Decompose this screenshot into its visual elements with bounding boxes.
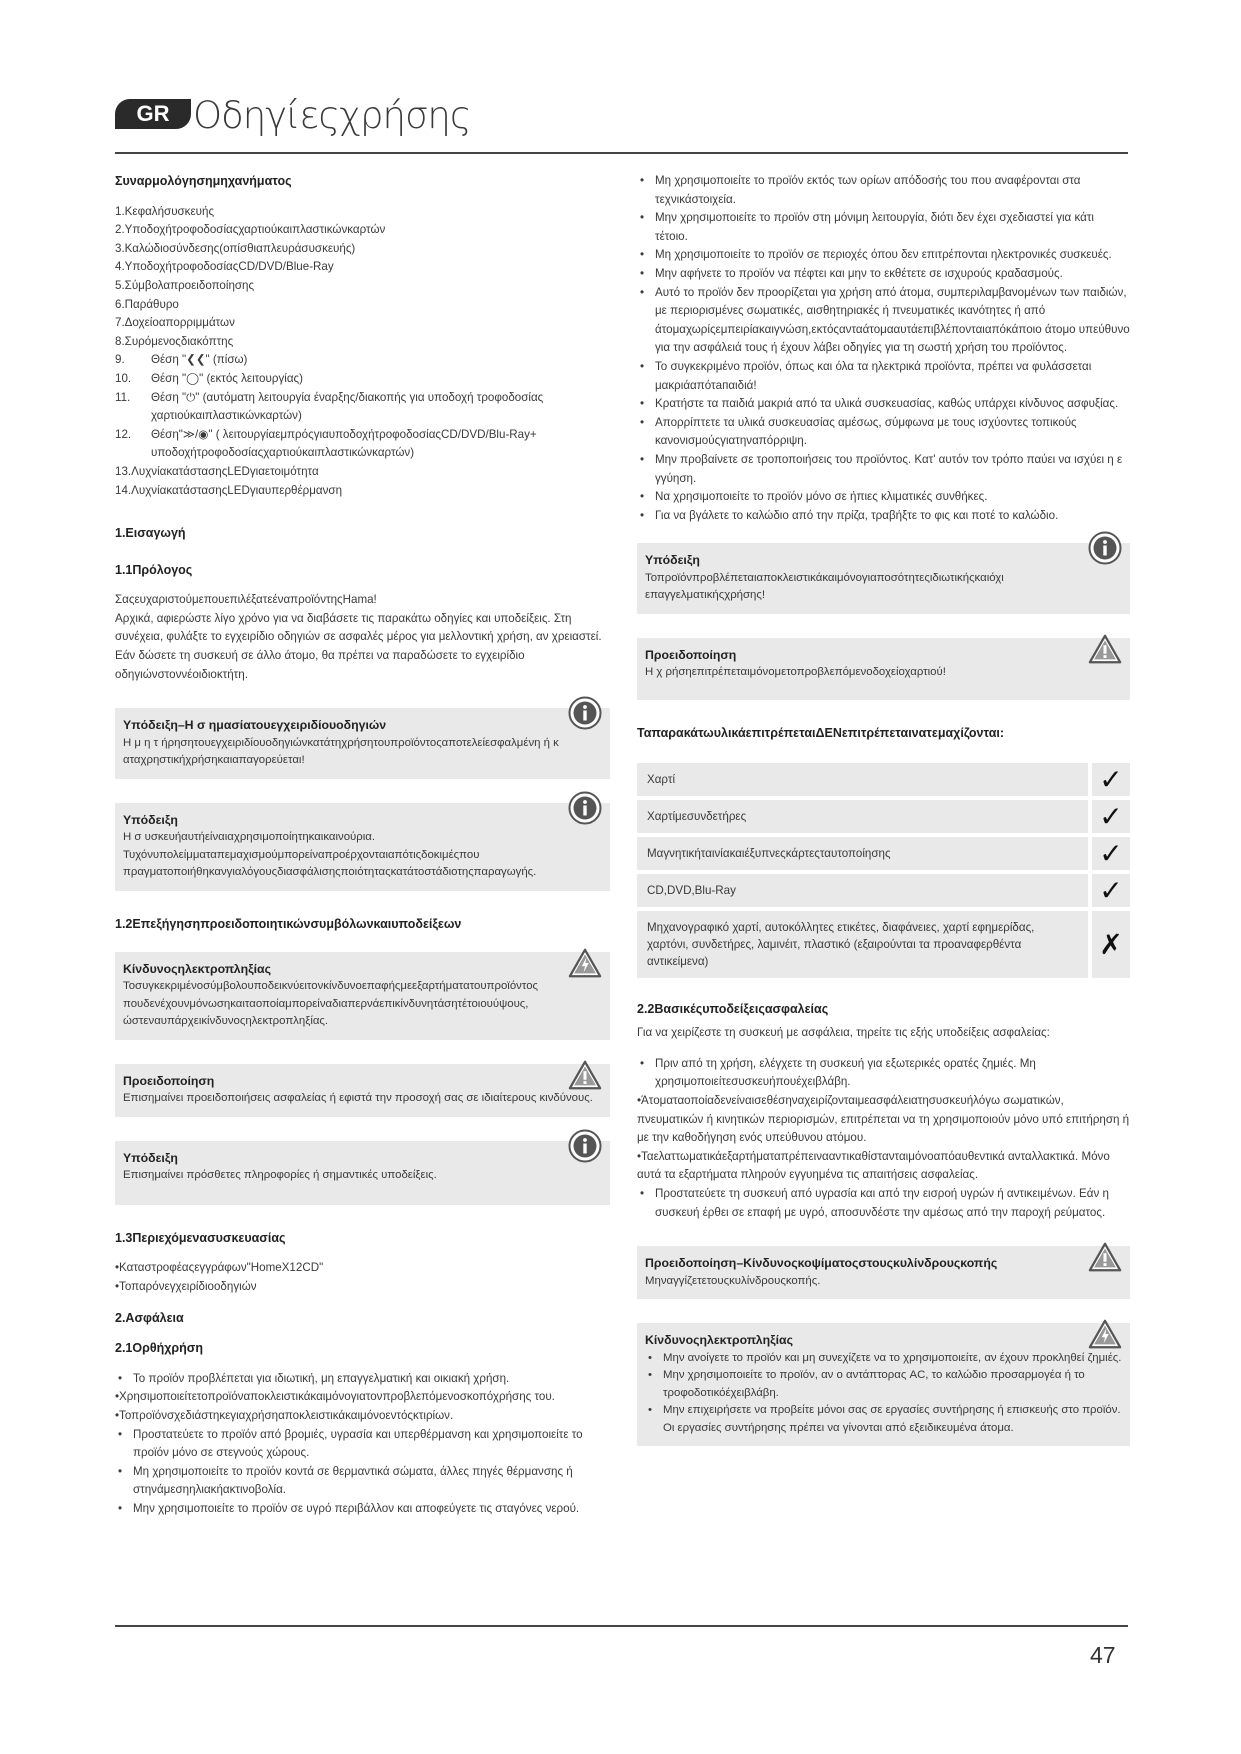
materials-table <box>637 759 1130 982</box>
danger-item: • Μην επιχειρήσετε να προβείτε μόνοι σας σε εργασίες συντήρησης ή επισκευής στο προϊόν. Οι εργασίες συντήρησης πρέπει να γίνονται από εξειδικευμένα άτομα. <box>645 1402 1122 1437</box>
warning-title: Προειδοποίηση–Κίνδυνοςκοψίματοςστουςκυλίνδρουςκοπής <box>645 1256 998 1271</box>
warning-body: Μηναγγίζετετουςκυλίνδρουςκοπής. <box>645 1274 821 1287</box>
parts-list <box>115 203 610 501</box>
part-label: Θέση "❮❮" (πίσω) <box>151 353 248 367</box>
danger-title: Κίνδυνοςηλεκτροπληξίας <box>123 961 271 976</box>
part-number: 12. <box>115 427 132 441</box>
bullet-glyph: • <box>640 1056 645 1070</box>
use-item: • Μην προβαίνετε σε τροποποιήσεις του προϊόντος. Κατ' αυτόν τον τρόπο παύει να ισχύει η ε γγύηση. <box>637 451 1130 488</box>
material-label: Μαγνητικήταινίακαιέξυπνεςκάρτεςταυτοποίησης <box>637 837 1088 870</box>
part-label: 4.ΥποδοχήτροφοδοσίαςCD/DVD/Blue-Ray <box>115 260 334 274</box>
note-body: Επισημαίνει πρόσθετες πληροφορίες ή σημαντικές υποδείξεις. <box>123 1169 437 1182</box>
use-item: • Για να βγάλετε το καλώδιο από την πρίζα, τραβήξτε το φις και ποτέ το καλώδιο. <box>637 507 1130 526</box>
part-label: Θέση "◯" (εκτός λειτουργίας) <box>151 371 303 385</box>
material-row <box>637 763 1130 796</box>
note-title: Υπόδειξη–Η σ ημασίατουεγχειριδίουοδηγιών <box>123 718 387 733</box>
left-column <box>115 172 610 1519</box>
bullet-glyph: • <box>640 1186 645 1200</box>
note-new-device <box>115 803 610 891</box>
safety-heading: 2.Ασφάλεια <box>115 1310 184 1325</box>
part-label: 1.Κεφαλήσυσκευής <box>115 204 215 218</box>
use-item: • Να χρησιμοποιείτε το προϊόν μόνο σε ήπιες κλιματικές συνθήκες. <box>637 488 1130 507</box>
info-icon <box>568 696 602 730</box>
intro-heading: 1.Εισαγωγή <box>115 526 186 541</box>
note-body: Τοπροϊόνπροβλέπεταιαποκλειστικάκαιμόνογιαποσότητεςιδιωτικήςκαιόχι επαγγελματικήςχρήσης! <box>645 571 1004 602</box>
part-label: 5.Σύμβολαπροειδοποίησης <box>115 278 255 292</box>
package-item: •Καταστροφέαςεγγράφων"HomeX12CD" <box>115 1261 324 1275</box>
foreword-thanks: ΣαςευχαριστούμεπουεπιλέξατεέναπροϊόντηςHama! <box>115 593 377 607</box>
allowed-check-icon: ✓ <box>1088 874 1130 907</box>
use-item: • Απορρίπτετε τα υλικά συσκευασίας αμέσως, σύμφωνα με τους ισχύοντες τοπικούς κανονισμούςγιατηναπόρριψη. <box>637 414 1130 451</box>
package-list <box>115 1259 610 1296</box>
foreword-heading: 1.1Πρόλογος <box>115 562 193 577</box>
bullet-glyph: • <box>118 1501 123 1515</box>
use-item: • Μην χρησιμοποιείτε το προϊόν στη μόνιμη λειτουργία, διότι δεν έχει σχεδιαστεί για κάτι τέτοιο. <box>637 209 1130 246</box>
note-body-2: Τυχόνυπολείμματαπεμαχισμούμπορείναπροέρχονταιαπότιςδοκιμέςπου πραγματοποιήθηκανγιαλόγουςδιασφάλισηςποιότηταςκατάτοστάδιοτηςπαραγωγής. <box>123 848 537 879</box>
parts-list-item <box>115 258 610 277</box>
part-label: Θέση "⏻" (αυτόματη λειτουργία έναρξης/διακοπής για υποδοχή τροφοδοσίας χαρτιούκαιπλαστικώνκαρτών) <box>151 390 544 423</box>
material-label: CD,DVD,Blu-Ray <box>637 874 1088 907</box>
proper-use-item: • Μη χρησιμοποιείτε το προϊόν κοντά σε θερμαντικά σώματα, άλλες πηγές θέρμανσης ή στηνάμεσηηλιακήακτινοβολία. <box>118 1464 573 1497</box>
parts-list-item <box>115 296 610 315</box>
proper-use-item: •Χρησιμοποιείτετοπροϊόναποκλειστικάκαιμόνογιατονπροβλεπόμενοσκοπόχρήσης του. <box>115 1390 555 1404</box>
info-icon <box>1088 531 1122 565</box>
parts-list-item <box>115 240 610 259</box>
warning-title: Προειδοποίηση <box>645 647 737 662</box>
symbols-heading: 1.2Επεξήγησηπροειδοποιητικώνσυμβόλωνκαιυποδείξεων <box>115 916 462 931</box>
part-label: 14.ΛυχνίακατάστασηςLEDγιαυπερθέρμανση <box>115 483 343 497</box>
part-label: 13.ΛυχνίακατάστασηςLEDγιαετοιμότητα <box>115 464 319 478</box>
parts-list-item <box>115 221 610 240</box>
parts-list-item <box>115 203 610 222</box>
part-label: 3.Καλώδιοσύνδεσης(οπίσθιαπλευράσυσκευής) <box>115 241 356 255</box>
material-label: Χαρτίμεσυνδετήρες <box>637 800 1088 833</box>
allowed-check-icon: ✓ <box>1088 763 1130 796</box>
parts-list-item <box>115 482 610 501</box>
part-label: 6.Παράθυρο <box>115 297 179 311</box>
danger-item: • Μην ανοίγετε το προϊόν και μη συνεχίζετε να το χρησιμοποιείτε, αν έχουν προκληθεί ζημιές. <box>645 1350 1122 1368</box>
danger-title: Κίνδυνοςηλεκτροπληξίας <box>645 1333 793 1348</box>
header-rule <box>115 152 1128 154</box>
foreword-text: Αρχικά, αφιερώστε λίγο χρόνο για να διαβάσετε τις παρακάτω οδηγίες και υποδείξεις. Στη συνέχεια, φυλάξτε το εγχειρίδιο οδηγιών σε ασφαλές μέρος για μελλοντική χρήση, αν χρειαστεί. Εάν δώσετε τη συσκευή σε άλλο άτομο, θα πρέπει να παραδώσετε το εγχειρίδιο οδηγιώνστοννέοιδιοκτήτη. <box>115 611 602 681</box>
use-item: • Αυτό το προϊόν δεν προορίζεται για χρήση από άτομα, συμπεριλαμβανομένων των παιδιών, με περιορισμένες σωματικές, αισθητηριακές ή πνευματικές ικανότητες ή από άτομαχωρίςεμπειρίακαιγνώση,εκτόςανταάτομααυτάεπιβλέπονταιαπόκάποιο άτομο υπεύθυνο για την ασφάλειά τους ή έχουν λάβει οδηγίες για τη σωστή χρήση του προϊόντος. <box>637 284 1130 358</box>
material-row <box>637 874 1130 907</box>
use-item: • Μην αφήνετε το προϊόν να πέφτει και μην το εκθέτετε σε ισχυρούς κραδασμούς. <box>637 265 1130 284</box>
warning-triangle-icon <box>568 1058 602 1092</box>
bullet-glyph: • <box>118 1371 123 1385</box>
use-item: • Το συγκεκριμένο προϊόν, όπως και όλα τα ηλεκτρικά προϊόντα, πρέπει να φυλάσσεται μακριάαπότапαιδιά! <box>637 358 1130 395</box>
parts-list-item <box>115 426 610 463</box>
material-label: Χαρτί <box>637 763 1088 796</box>
material-row <box>637 911 1130 978</box>
danger-shock-definition <box>115 952 610 1040</box>
proper-use-item: • Μην χρησιμοποιείτε το προϊόν σε υγρό περιβάλλον και αποφεύγετε τις σταγόνες νερού. <box>115 1500 610 1519</box>
parts-list-item <box>115 333 610 352</box>
basic-safety-item: •Ταελαττωματικάεξαρτήματαπρέπειναανтικαθίστανταιμόνοαπόαυθεντικά ανταλλακτικά. Μόνο αυτά τα εξαρτήματα πληρούν εγγυημένα τις απαιτήσεις ασφαλείας. <box>637 1149 1110 1182</box>
note-title: Υπόδειξη <box>123 812 178 827</box>
proper-use-item: • Το προϊόν προβλέπεται για ιδιωτική, μη επαγγελματική και οικιακή χρήση. <box>115 1370 610 1389</box>
material-row <box>637 837 1130 870</box>
use-list <box>637 172 1130 525</box>
basic-safety-list <box>637 1055 1130 1222</box>
note-private-use <box>637 543 1130 614</box>
language-badge: GR <box>115 99 191 129</box>
note-body-1: Η σ υσκευήαυτήείναιαχρησιμοποίητηκαικαινούρια. <box>123 831 376 844</box>
danger-shock-repair <box>637 1323 1130 1446</box>
parts-list-item <box>115 314 610 333</box>
electric-shock-icon <box>1088 1317 1122 1351</box>
part-number: 9. <box>115 353 125 367</box>
warning-cutting-rollers <box>637 1246 1130 1299</box>
allowed-check-icon: ✓ <box>1088 800 1130 833</box>
info-icon <box>568 1129 602 1163</box>
part-label: 8.Συρόμενοςδιακόπτης <box>115 334 234 348</box>
footer-rule <box>115 1625 1128 1627</box>
package-item: •Τοπαρόνεγχειρίδιοοδηγιών <box>115 1280 257 1293</box>
allowed-check-icon: ✓ <box>1088 837 1130 870</box>
use-item: • Μη χρησιμοποιείτε το προϊόν σε περιοχές όπου δεν επιτρέπονται ηλεκτρονικές συσκευές. <box>637 246 1130 265</box>
part-label: Θέση"≫/◉" ( λειτουργίαεμπρόςγιαυποδοχήτροφοδοσίαςCD/DVD/Blu-Ray+ υποδοχήτροφοδοσίαςχαρτιούκαιπλαστικώνκαρτών) <box>151 427 537 460</box>
parts-list-item <box>115 370 610 389</box>
material-label: Μηχανογραφικό χαρτί, αυτοκόλλητες ετικέτες, διαφάνειες, χαρτί εφημερίδας, χαρτόνι, συνδετήρες, λαμινέιτ, πλαστικό (εξαιρούνται τα προαναφερθέντα αντικείμενα) <box>637 911 1088 978</box>
bullet-glyph: • <box>118 1427 123 1441</box>
warning-body: Επισημαίνει προειδοποιήσεις ασφαλείας ή εφιστά την προσοχή σας σε ιδιαίτερους κινδύνους. <box>123 1092 593 1105</box>
material-row <box>637 800 1130 833</box>
part-label: 7.Δοχείοαπορριμμάτων <box>115 316 235 330</box>
materials-heading: ΤαπαρακάτωυλικάεπιτρέπεταιΔΕΝεπιτρέπεταινατεμαχίζονται: <box>637 725 1005 740</box>
danger-item: • Μην χρησιμοποιείτε το προϊόν, αν ο αντάπτορας AC, το καλώδιο προσαρμογέα ή το τροφοδοτικόέχειβλάβη. <box>645 1367 1122 1402</box>
proper-use-list <box>115 1370 610 1519</box>
note-manual-importance <box>115 708 610 779</box>
package-heading: 1.3Περιεχόμενασυσκευασίας <box>115 1230 286 1245</box>
warning-triangle-icon <box>1088 1240 1122 1274</box>
warning-definition <box>115 1064 610 1117</box>
danger-list <box>645 1350 1122 1438</box>
note-title: Υπόδειξη <box>645 553 700 568</box>
warning-paper-bin <box>637 638 1130 700</box>
part-number: 10. <box>115 371 132 385</box>
note-title: Υπόδειξη <box>123 1150 178 1165</box>
basic-safety-item: • Προστατεύετε τη συσκευή από υγρασία και από την εισροή υγρών ή αντικειμένων. Εάν η συσκευή έρθει σε επαφή με υγρό, αποσυνδέστε την αμέσως από την παροχή ρεύματος. <box>640 1186 1109 1219</box>
page-title: Οδηγίεςχρήσης <box>193 94 471 137</box>
proper-use-item: • Προστατεύετε το προϊόν από βρομιές, υγρασία και υπερθέρμανση και χρησιμοποιείτε το προϊόν μόνο σε στεγνούς χώρους. <box>118 1427 583 1460</box>
parts-list-item <box>115 463 610 482</box>
parts-list-item <box>115 277 610 296</box>
parts-list-item <box>115 351 610 370</box>
part-number: 11. <box>115 390 131 404</box>
page-number: 47 <box>1090 1642 1116 1668</box>
proper-use-item: •Τοπροϊόνσχεδιάστηκεγιαχρήσηαποκλειστικάκαιμόνοεντόςκτιρίων. <box>115 1408 454 1422</box>
controls-heading: Συναρμολόγησημηχανήματος <box>115 174 292 188</box>
warning-body: Η χ ρήσηεπιτρέπεταιμόνομετοπροβλεπόμενοδοχείοχαρτιού! <box>645 666 946 679</box>
parts-list-item <box>115 389 610 426</box>
basic-safety-heading: 2.2Βασικέςυποδείξειςασφαλείας <box>637 1001 829 1016</box>
basic-safety-item: • Πριν από τη χρήση, ελέγχετε τη συσκευή για εξωτερικές ορατές ζημιές. Μη χρησιμοποιείτεσυσκευήπουέχειβλάβη. <box>640 1056 1036 1089</box>
info-icon <box>568 791 602 825</box>
note-body: Η μ η τ ήρησητουεγχειριδίουοδηγιώνκατάτηχρήσητουπροϊόντοςαποτελείεσφαλμένη ή κ αταχρηστικήχρήσηκαιαπαγορεύεται! <box>123 736 559 767</box>
bullet-glyph: • <box>118 1464 123 1478</box>
basic-safety-item: •Άτοματαοποίαδενείναισεθέσηναχειρίζονταιμεασφάλειατησυσκευήλόγω σωματικών, πνευματικών ή κινητικών περιορισμών, επιτρέπεται να τη χρησιμοποιούν μόνο υπό επιτήρηση ή με την καθοδήγηση ενός υπεύθυνου ατόμου. <box>637 1093 1130 1145</box>
right-column <box>637 172 1130 1446</box>
note-definition <box>115 1141 610 1205</box>
use-item: • Κρατήστε τα παιδιά μακριά από τα υλικά συσκευασίας, καθώς υπάρχει κίνδυνος ασφυξίας. <box>637 395 1130 414</box>
part-label: 2.Υποδοχήτροφοδοσίαςχαρτιούκαιπλαστικώνκαρτών <box>115 223 386 237</box>
danger-body: Τοσυγκεκριμένοσύμβολουποδεικνύειτονκίνδυνοεπαφήςμεεξαρτήματατουπροϊόντος πουδενέχουνμόνωσηκαιταοποίαμπορείναδιαπερνάεπικίνδυνητάσητέτοιουύψους, ώστεναυπάρχεικίνδυνοςηλεκτροπληξίας. <box>123 980 539 1028</box>
basic-safety-intro: Για να χειρίζεστε τη συσκευή με ασφάλεια, τηρείτε τις εξής υποδείξεις ασφαλείας: <box>637 1026 1050 1040</box>
electric-shock-icon <box>568 946 602 980</box>
proper-use-heading: 2.1Ορθήχρήση <box>115 1341 203 1356</box>
warning-title: Προειδοποίηση <box>123 1073 215 1088</box>
use-item: • Μη χρησιμοποιείτε το προϊόν εκτός των ορίων απόδοσής του που αναφέρονται στα τεχνικάστοιχεία. <box>637 172 1130 209</box>
warning-triangle-icon <box>1088 632 1122 666</box>
forbidden-cross-icon: ✗ <box>1088 911 1130 978</box>
